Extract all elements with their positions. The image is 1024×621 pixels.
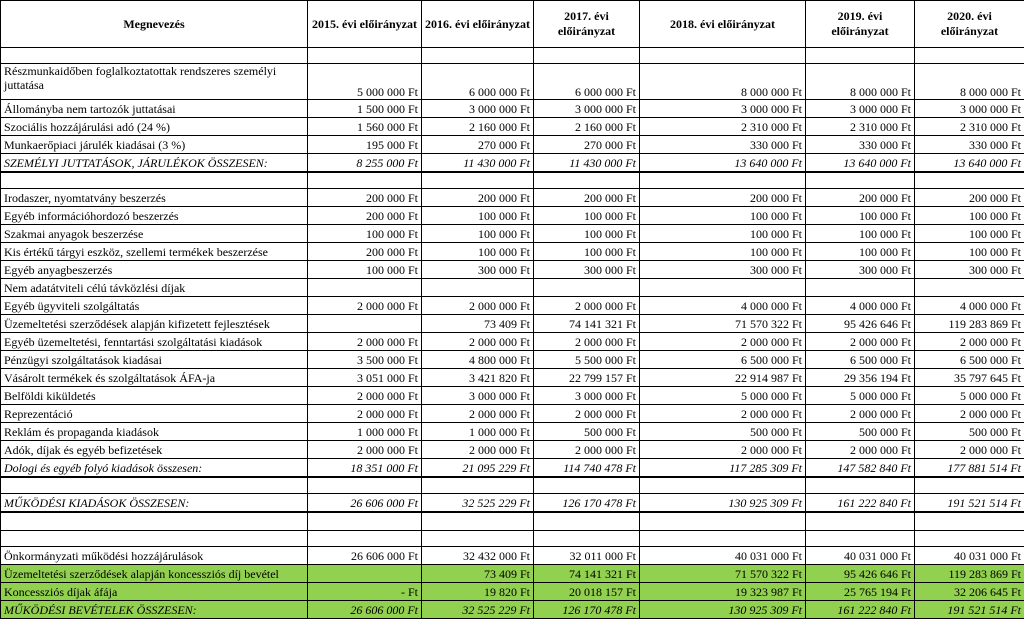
value-cell: 35 797 645 Ft bbox=[915, 369, 1024, 387]
value-cell: 191 521 514 Ft bbox=[915, 601, 1024, 619]
empty-cell bbox=[915, 48, 1024, 64]
value-cell: 200 000 Ft bbox=[534, 189, 640, 207]
value-cell: 6 000 000 Ft bbox=[422, 64, 534, 100]
table-row bbox=[1, 279, 1024, 297]
value-cell: 300 000 Ft bbox=[640, 261, 806, 279]
value-cell: 100 000 Ft bbox=[422, 243, 534, 261]
row-label: Belföldi kiküldetés bbox=[1, 387, 308, 405]
value-cell: 1 500 000 Ft bbox=[308, 100, 422, 118]
value-cell: 100 000 Ft bbox=[915, 207, 1024, 225]
value-cell: 3 000 000 Ft bbox=[640, 100, 806, 118]
value-cell: 5 000 000 Ft bbox=[915, 387, 1024, 405]
value-cell: 26 606 000 Ft bbox=[308, 547, 422, 565]
table-row bbox=[1, 207, 1024, 225]
value-cell bbox=[422, 279, 534, 297]
value-cell: 100 000 Ft bbox=[422, 225, 534, 243]
empty-cell bbox=[915, 531, 1024, 547]
empty-cell bbox=[1, 172, 308, 189]
table-row bbox=[1, 547, 1024, 565]
value-cell: 126 170 478 Ft bbox=[534, 494, 640, 513]
table-row bbox=[1, 100, 1024, 118]
value-cell: 161 222 840 Ft bbox=[806, 494, 915, 513]
value-cell: 100 000 Ft bbox=[640, 225, 806, 243]
table-row bbox=[1, 351, 1024, 369]
value-cell: 8 000 000 Ft bbox=[915, 64, 1024, 100]
empty-cell bbox=[1, 512, 308, 531]
value-cell: 19 820 Ft bbox=[422, 583, 534, 601]
value-cell: 2 000 000 Ft bbox=[534, 441, 640, 459]
row-label: Munkaerőpiaci járulék kiadásai (3 %) bbox=[1, 136, 308, 154]
row-label: Adók, díjak és egyéb befizetések bbox=[1, 441, 308, 459]
empty-cell bbox=[308, 48, 422, 64]
empty-cell bbox=[640, 172, 806, 189]
value-cell: 18 351 000 Ft bbox=[308, 459, 422, 478]
value-cell: 330 000 Ft bbox=[806, 136, 915, 154]
value-cell: 500 000 Ft bbox=[915, 423, 1024, 441]
spacer-row bbox=[1, 172, 1024, 189]
empty-cell bbox=[422, 48, 534, 64]
value-cell: 100 000 Ft bbox=[806, 243, 915, 261]
value-cell: 4 000 000 Ft bbox=[640, 297, 806, 315]
row-label: Reklám és propaganda kiadások bbox=[1, 423, 308, 441]
value-cell: - Ft bbox=[308, 583, 422, 601]
value-cell: 2 000 000 Ft bbox=[308, 441, 422, 459]
empty-cell bbox=[308, 477, 422, 494]
value-cell: 2 000 000 Ft bbox=[422, 297, 534, 315]
value-cell: 100 000 Ft bbox=[915, 243, 1024, 261]
empty-cell bbox=[640, 531, 806, 547]
value-cell bbox=[308, 315, 422, 333]
empty-cell bbox=[534, 48, 640, 64]
value-cell: 200 000 Ft bbox=[308, 243, 422, 261]
row-label: Részmunkaidőben foglalkoztatottak rendszeres személyi juttatása bbox=[1, 64, 308, 100]
value-cell: 3 421 820 Ft bbox=[422, 369, 534, 387]
value-cell: 2 000 000 Ft bbox=[308, 333, 422, 351]
value-cell: 2 000 000 Ft bbox=[422, 333, 534, 351]
value-cell: 200 000 Ft bbox=[915, 189, 1024, 207]
value-cell: 32 432 000 Ft bbox=[422, 547, 534, 565]
value-cell: 100 000 Ft bbox=[640, 207, 806, 225]
value-cell: 8 000 000 Ft bbox=[806, 64, 915, 100]
empty-cell bbox=[422, 531, 534, 547]
value-cell: 2 000 000 Ft bbox=[915, 441, 1024, 459]
value-cell: 114 740 478 Ft bbox=[534, 459, 640, 478]
value-cell: 6 500 000 Ft bbox=[806, 351, 915, 369]
row-label: Nem adatátviteli célú távközlési díjak bbox=[1, 279, 308, 297]
row-label: MŰKÖDÉSI BEVÉTELEK ÖSSZESEN: bbox=[1, 601, 308, 619]
empty-cell bbox=[534, 531, 640, 547]
value-cell: 8 000 000 Ft bbox=[640, 64, 806, 100]
empty-cell bbox=[534, 172, 640, 189]
value-cell: 26 606 000 Ft bbox=[308, 494, 422, 513]
value-cell: 40 031 000 Ft bbox=[915, 547, 1024, 565]
value-cell: 32 206 645 Ft bbox=[915, 583, 1024, 601]
row-label: Önkormányzati működési hozzájárulások bbox=[1, 547, 308, 565]
value-cell: 130 925 309 Ft bbox=[640, 601, 806, 619]
empty-cell bbox=[640, 48, 806, 64]
empty-cell bbox=[308, 172, 422, 189]
value-cell: 126 170 478 Ft bbox=[534, 601, 640, 619]
value-cell: 270 000 Ft bbox=[422, 136, 534, 154]
column-header: 2017. évi előirányzat bbox=[534, 1, 640, 48]
row-label: Üzemeltetési szerződések alapján kifizetett fejlesztések bbox=[1, 315, 308, 333]
value-cell: 25 765 194 Ft bbox=[806, 583, 915, 601]
table-row bbox=[1, 441, 1024, 459]
table-row bbox=[1, 297, 1024, 315]
table-row bbox=[1, 118, 1024, 136]
value-cell: 73 409 Ft bbox=[422, 565, 534, 583]
value-cell: 100 000 Ft bbox=[806, 225, 915, 243]
value-cell: 3 000 000 Ft bbox=[422, 387, 534, 405]
value-cell: 2 000 000 Ft bbox=[422, 441, 534, 459]
value-cell: 71 570 322 Ft bbox=[640, 565, 806, 583]
value-cell bbox=[534, 279, 640, 297]
value-cell: 21 095 229 Ft bbox=[422, 459, 534, 478]
value-cell: 8 255 000 Ft bbox=[308, 154, 422, 173]
total-row bbox=[1, 494, 1024, 513]
value-cell: 3 000 000 Ft bbox=[422, 100, 534, 118]
subtotal-row bbox=[1, 154, 1024, 173]
value-cell: 74 141 321 Ft bbox=[534, 315, 640, 333]
value-cell: 95 426 646 Ft bbox=[806, 565, 915, 583]
value-cell: 40 031 000 Ft bbox=[806, 547, 915, 565]
value-cell: 2 000 000 Ft bbox=[534, 333, 640, 351]
value-cell: 2 000 000 Ft bbox=[915, 333, 1024, 351]
value-cell: 500 000 Ft bbox=[534, 423, 640, 441]
row-label: MŰKÖDÉSI KIADÁSOK ÖSSZESEN: bbox=[1, 494, 308, 513]
value-cell: 200 000 Ft bbox=[308, 189, 422, 207]
table-row bbox=[1, 583, 1024, 601]
row-label: Üzemeltetési szerződések alapján koncessziós díj bevétel bbox=[1, 565, 308, 583]
value-cell: 300 000 Ft bbox=[534, 261, 640, 279]
value-cell: 1 000 000 Ft bbox=[422, 423, 534, 441]
empty-cell bbox=[806, 172, 915, 189]
value-cell: 95 426 646 Ft bbox=[806, 315, 915, 333]
value-cell: 161 222 840 Ft bbox=[806, 601, 915, 619]
empty-cell bbox=[640, 512, 806, 531]
value-cell: 2 000 000 Ft bbox=[534, 405, 640, 423]
value-cell: 3 051 000 Ft bbox=[308, 369, 422, 387]
value-cell: 32 525 229 Ft bbox=[422, 601, 534, 619]
value-cell: 6 500 000 Ft bbox=[915, 351, 1024, 369]
value-cell: 3 000 000 Ft bbox=[915, 100, 1024, 118]
value-cell: 5 000 000 Ft bbox=[806, 387, 915, 405]
empty-cell bbox=[806, 512, 915, 531]
empty-cell bbox=[915, 512, 1024, 531]
empty-cell bbox=[806, 48, 915, 64]
value-cell: 119 283 869 Ft bbox=[915, 565, 1024, 583]
column-header: 2016. évi előirányzat bbox=[422, 1, 534, 48]
table-row bbox=[1, 64, 1024, 100]
value-cell bbox=[915, 279, 1024, 297]
empty-cell bbox=[422, 172, 534, 189]
value-cell: 26 606 000 Ft bbox=[308, 601, 422, 619]
table-row bbox=[1, 405, 1024, 423]
value-cell: 2 000 000 Ft bbox=[308, 297, 422, 315]
column-header: 2015. évi előirányzat bbox=[308, 1, 422, 48]
value-cell: 2 000 000 Ft bbox=[308, 405, 422, 423]
value-cell: 2 310 000 Ft bbox=[915, 118, 1024, 136]
row-label: Koncessziós díjak áfája bbox=[1, 583, 308, 601]
value-cell: 20 018 157 Ft bbox=[534, 583, 640, 601]
value-cell: 32 525 229 Ft bbox=[422, 494, 534, 513]
spacer-row bbox=[1, 48, 1024, 64]
value-cell: 2 310 000 Ft bbox=[640, 118, 806, 136]
empty-cell bbox=[1, 531, 308, 547]
value-cell: 2 000 000 Ft bbox=[534, 297, 640, 315]
value-cell: 300 000 Ft bbox=[422, 261, 534, 279]
value-cell: 32 011 000 Ft bbox=[534, 547, 640, 565]
row-label: Állományba nem tartozók juttatásai bbox=[1, 100, 308, 118]
empty-cell bbox=[534, 512, 640, 531]
table-row bbox=[1, 333, 1024, 351]
row-label: Szociális hozzájárulási adó (24 %) bbox=[1, 118, 308, 136]
value-cell bbox=[806, 279, 915, 297]
value-cell: 73 409 Ft bbox=[422, 315, 534, 333]
value-cell: 100 000 Ft bbox=[534, 207, 640, 225]
value-cell: 2 310 000 Ft bbox=[806, 118, 915, 136]
empty-cell bbox=[308, 512, 422, 531]
value-cell: 13 640 000 Ft bbox=[640, 154, 806, 173]
column-header: 2019. évi előirányzat bbox=[806, 1, 915, 48]
value-cell: 500 000 Ft bbox=[640, 423, 806, 441]
value-cell: 1 560 000 Ft bbox=[308, 118, 422, 136]
value-cell: 1 000 000 Ft bbox=[308, 423, 422, 441]
value-cell: 200 000 Ft bbox=[806, 189, 915, 207]
row-label: Egyéb anyagbeszerzés bbox=[1, 261, 308, 279]
column-header: 2020. évi előirányzat bbox=[915, 1, 1024, 48]
value-cell: 22 799 157 Ft bbox=[534, 369, 640, 387]
value-cell: 2 000 000 Ft bbox=[308, 387, 422, 405]
value-cell: 5 000 000 Ft bbox=[640, 387, 806, 405]
value-cell: 100 000 Ft bbox=[806, 207, 915, 225]
table-row bbox=[1, 315, 1024, 333]
empty-cell bbox=[1, 477, 308, 494]
row-label: Irodaszer, nyomtatvány beszerzés bbox=[1, 189, 308, 207]
value-cell: 330 000 Ft bbox=[640, 136, 806, 154]
row-label: Reprezentáció bbox=[1, 405, 308, 423]
value-cell: 2 000 000 Ft bbox=[640, 405, 806, 423]
spacer-row bbox=[1, 477, 1024, 494]
value-cell: 19 323 987 Ft bbox=[640, 583, 806, 601]
value-cell: 100 000 Ft bbox=[915, 225, 1024, 243]
table-row bbox=[1, 189, 1024, 207]
row-label: Dologi és egyéb folyó kiadások összesen: bbox=[1, 459, 308, 478]
subtotal-row bbox=[1, 459, 1024, 478]
value-cell: 100 000 Ft bbox=[308, 225, 422, 243]
row-label: Egyéb ügyviteli szolgáltatás bbox=[1, 297, 308, 315]
value-cell bbox=[308, 565, 422, 583]
value-cell: 100 000 Ft bbox=[422, 207, 534, 225]
value-cell: 177 881 514 Ft bbox=[915, 459, 1024, 478]
value-cell: 200 000 Ft bbox=[422, 189, 534, 207]
value-cell: 195 000 Ft bbox=[308, 136, 422, 154]
column-header: Megnevezés bbox=[1, 1, 308, 48]
value-cell: 2 000 000 Ft bbox=[915, 405, 1024, 423]
row-label: Egyéb információhordozó beszerzés bbox=[1, 207, 308, 225]
value-cell: 5 500 000 Ft bbox=[534, 351, 640, 369]
value-cell: 200 000 Ft bbox=[308, 207, 422, 225]
empty-cell bbox=[915, 172, 1024, 189]
spacer-row bbox=[1, 512, 1024, 531]
empty-cell bbox=[1, 48, 308, 64]
empty-cell bbox=[422, 477, 534, 494]
value-cell bbox=[640, 279, 806, 297]
table-row bbox=[1, 565, 1024, 583]
empty-cell bbox=[806, 477, 915, 494]
value-cell: 270 000 Ft bbox=[534, 136, 640, 154]
table-row bbox=[1, 243, 1024, 261]
table-row bbox=[1, 387, 1024, 405]
value-cell: 2 000 000 Ft bbox=[806, 405, 915, 423]
value-cell: 13 640 000 Ft bbox=[915, 154, 1024, 173]
total-row bbox=[1, 601, 1024, 619]
row-label: Egyéb üzemeltetési, fenntartási szolgáltatási kiadások bbox=[1, 333, 308, 351]
row-label: Szakmai anyagok beszerzése bbox=[1, 225, 308, 243]
table-row bbox=[1, 369, 1024, 387]
empty-cell bbox=[422, 512, 534, 531]
empty-cell bbox=[640, 477, 806, 494]
value-cell: 117 285 309 Ft bbox=[640, 459, 806, 478]
value-cell: 200 000 Ft bbox=[640, 189, 806, 207]
value-cell: 2 000 000 Ft bbox=[422, 405, 534, 423]
value-cell: 147 582 840 Ft bbox=[806, 459, 915, 478]
value-cell: 4 000 000 Ft bbox=[915, 297, 1024, 315]
value-cell: 11 430 000 Ft bbox=[534, 154, 640, 173]
table-row bbox=[1, 261, 1024, 279]
value-cell: 5 000 000 Ft bbox=[308, 64, 422, 100]
row-label: Vásárolt termékek és szolgáltatások ÁFA-ja bbox=[1, 369, 308, 387]
value-cell: 3 500 000 Ft bbox=[308, 351, 422, 369]
value-cell: 100 000 Ft bbox=[640, 243, 806, 261]
value-cell bbox=[308, 279, 422, 297]
value-cell: 2 160 000 Ft bbox=[422, 118, 534, 136]
value-cell: 330 000 Ft bbox=[915, 136, 1024, 154]
value-cell: 191 521 514 Ft bbox=[915, 494, 1024, 513]
value-cell: 2 000 000 Ft bbox=[640, 441, 806, 459]
value-cell: 11 430 000 Ft bbox=[422, 154, 534, 173]
row-label: Pénzügyi szolgáltatások kiadásai bbox=[1, 351, 308, 369]
value-cell: 2 000 000 Ft bbox=[806, 441, 915, 459]
value-cell: 300 000 Ft bbox=[806, 261, 915, 279]
empty-cell bbox=[915, 477, 1024, 494]
value-cell: 500 000 Ft bbox=[806, 423, 915, 441]
value-cell: 6 000 000 Ft bbox=[534, 64, 640, 100]
value-cell: 29 356 194 Ft bbox=[806, 369, 915, 387]
empty-cell bbox=[308, 531, 422, 547]
table-row bbox=[1, 225, 1024, 243]
spacer-row bbox=[1, 531, 1024, 547]
empty-cell bbox=[806, 531, 915, 547]
value-cell: 6 500 000 Ft bbox=[640, 351, 806, 369]
empty-cell bbox=[534, 477, 640, 494]
value-cell: 4 000 000 Ft bbox=[806, 297, 915, 315]
header-row bbox=[1, 1, 1024, 48]
value-cell: 22 914 987 Ft bbox=[640, 369, 806, 387]
value-cell: 3 000 000 Ft bbox=[534, 100, 640, 118]
column-header: 2018. évi előirányzat bbox=[640, 1, 806, 48]
value-cell: 74 141 321 Ft bbox=[534, 565, 640, 583]
value-cell: 13 640 000 Ft bbox=[806, 154, 915, 173]
value-cell: 130 925 309 Ft bbox=[640, 494, 806, 513]
value-cell: 2 000 000 Ft bbox=[806, 333, 915, 351]
value-cell: 300 000 Ft bbox=[915, 261, 1024, 279]
value-cell: 3 000 000 Ft bbox=[806, 100, 915, 118]
value-cell: 100 000 Ft bbox=[534, 225, 640, 243]
table-row bbox=[1, 136, 1024, 154]
value-cell: 40 031 000 Ft bbox=[640, 547, 806, 565]
value-cell: 2 000 000 Ft bbox=[640, 333, 806, 351]
value-cell: 3 000 000 Ft bbox=[534, 387, 640, 405]
value-cell: 71 570 322 Ft bbox=[640, 315, 806, 333]
value-cell: 4 800 000 Ft bbox=[422, 351, 534, 369]
row-label: Kis értékű tárgyi eszköz, szellemi termékek beszerzése bbox=[1, 243, 308, 261]
row-label: SZEMÉLYI JUTTATÁSOK, JÁRULÉKOK ÖSSZESEN: bbox=[1, 154, 308, 173]
table-row bbox=[1, 423, 1024, 441]
value-cell: 100 000 Ft bbox=[534, 243, 640, 261]
value-cell: 2 160 000 Ft bbox=[534, 118, 640, 136]
value-cell: 119 283 869 Ft bbox=[915, 315, 1024, 333]
value-cell: 100 000 Ft bbox=[308, 261, 422, 279]
